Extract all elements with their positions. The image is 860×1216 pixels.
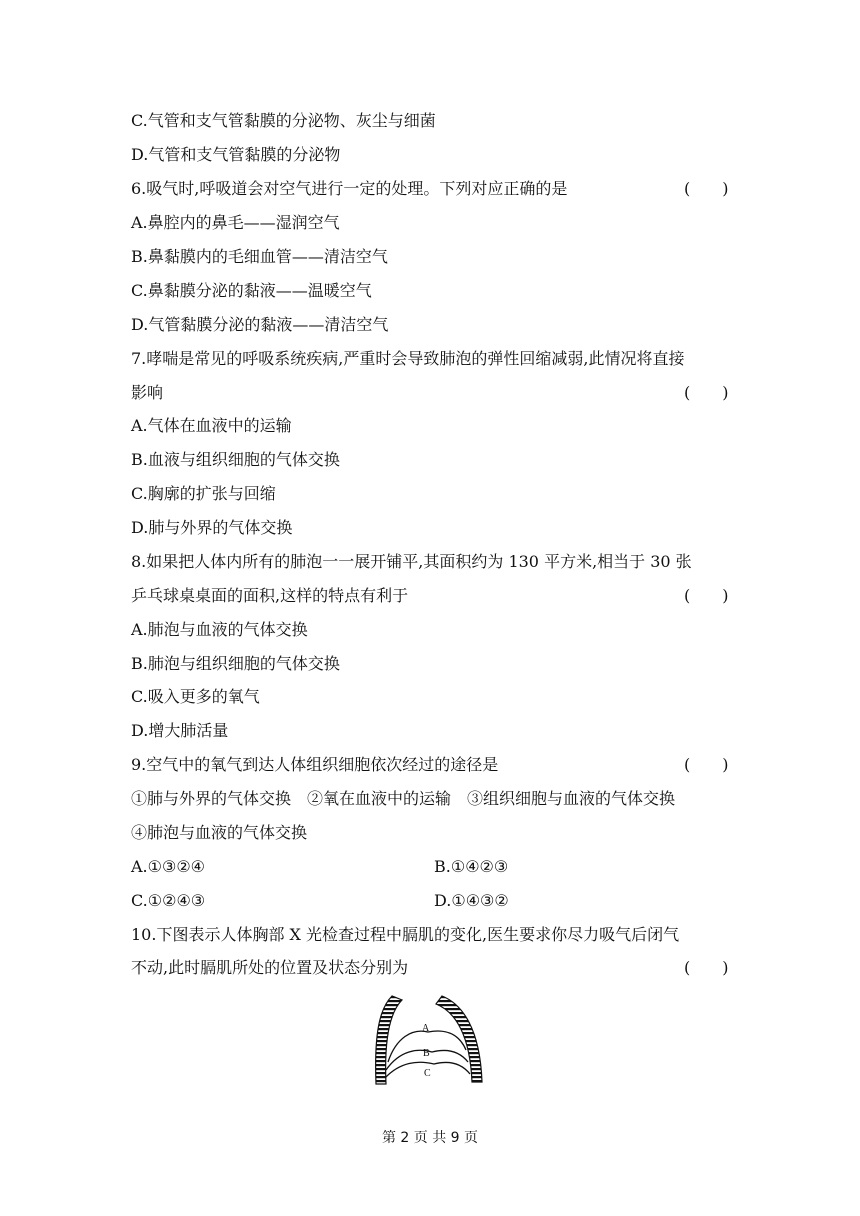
diaphragm-xray-figure — [370, 992, 490, 1088]
q7-option-b: B.血液与组织细胞的气体交换 — [131, 450, 340, 469]
q7-option-d: D.肺与外界的气体交换 — [131, 518, 293, 537]
q5-option-d: D.气管和支气管黏膜的分泌物 — [131, 145, 341, 164]
q8-answer-paren: ( ) — [684, 586, 729, 605]
label-a: A — [422, 1023, 430, 1034]
q9-option-b: B.①④②③ — [434, 857, 509, 876]
q8-option-d: D.增大肺活量 — [131, 721, 229, 740]
q9-stem: 9.空气中的氧气到达人体组织细胞依次经过的途径是 — [131, 755, 499, 774]
q7-stem-line1: 7.哮喘是常见的呼吸系统疾病,严重时会导致肺泡的弹性回缩减弱,此情况将直接 — [131, 349, 685, 368]
q9-option-c: C.①②④③ — [131, 891, 206, 910]
q7-option-a: A.气体在血液中的运输 — [131, 416, 292, 435]
q8-stem-line1: 8.如果把人体内所有的肺泡一一展开铺平,其面积约为 130 平方米,相当于 30 张 — [131, 552, 692, 571]
q6-answer-paren: ( ) — [684, 179, 729, 198]
q9-option-d: D.①④③② — [434, 891, 509, 910]
label-c: C — [424, 1068, 431, 1079]
q6-option-d: D.气管黏膜分泌的黏液——清洁空气 — [131, 315, 389, 334]
page-footer: 第 2 页 共 9 页 — [381, 1130, 479, 1146]
label-b: B — [423, 1048, 430, 1059]
q9-answer-paren: ( ) — [684, 755, 729, 774]
q9-steps-line1: ①肺与外界的气体交换 ②氧在血液中的运输 ③组织细胞与血液的气体交换 — [131, 789, 676, 808]
q8-option-a: A.肺泡与血液的气体交换 — [131, 620, 308, 639]
q7-answer-paren: ( ) — [684, 383, 729, 402]
q7-stem-line2: 影响 — [131, 383, 164, 402]
q8-option-b: B.肺泡与组织细胞的气体交换 — [131, 654, 340, 673]
q10-answer-paren: ( ) — [684, 958, 729, 977]
q5-option-c: C.气管和支气管黏膜的分泌物、灰尘与细菌 — [131, 111, 436, 130]
q6-stem: 6.吸气时,呼吸道会对空气进行一定的处理。下列对应正确的是 — [131, 179, 568, 198]
q6-option-a: A.鼻腔内的鼻毛——湿润空气 — [131, 213, 340, 232]
q6-option-c: C.鼻黏膜分泌的黏液——温暖空气 — [131, 281, 372, 300]
q10-stem-line1: 10.下图表示人体胸部 X 光检查过程中膈肌的变化,医生要求你尽力吸气后闭气 — [131, 925, 680, 944]
q9-option-a: A.①③②④ — [131, 857, 206, 876]
q6-option-b: B.鼻黏膜内的毛细血管——清洁空气 — [131, 247, 388, 266]
q8-stem-line2: 乒乓球桌桌面的面积,这样的特点有利于 — [131, 586, 409, 605]
left-rib-cage — [376, 996, 402, 1084]
q8-option-c: C.吸入更多的氧气 — [131, 687, 260, 706]
q9-steps-line2: ④肺泡与血液的气体交换 — [131, 823, 308, 842]
q7-option-c: C.胸廓的扩张与回缩 — [131, 484, 276, 503]
q10-stem-line2: 不动,此时膈肌所处的位置及状态分别为 — [131, 958, 409, 977]
